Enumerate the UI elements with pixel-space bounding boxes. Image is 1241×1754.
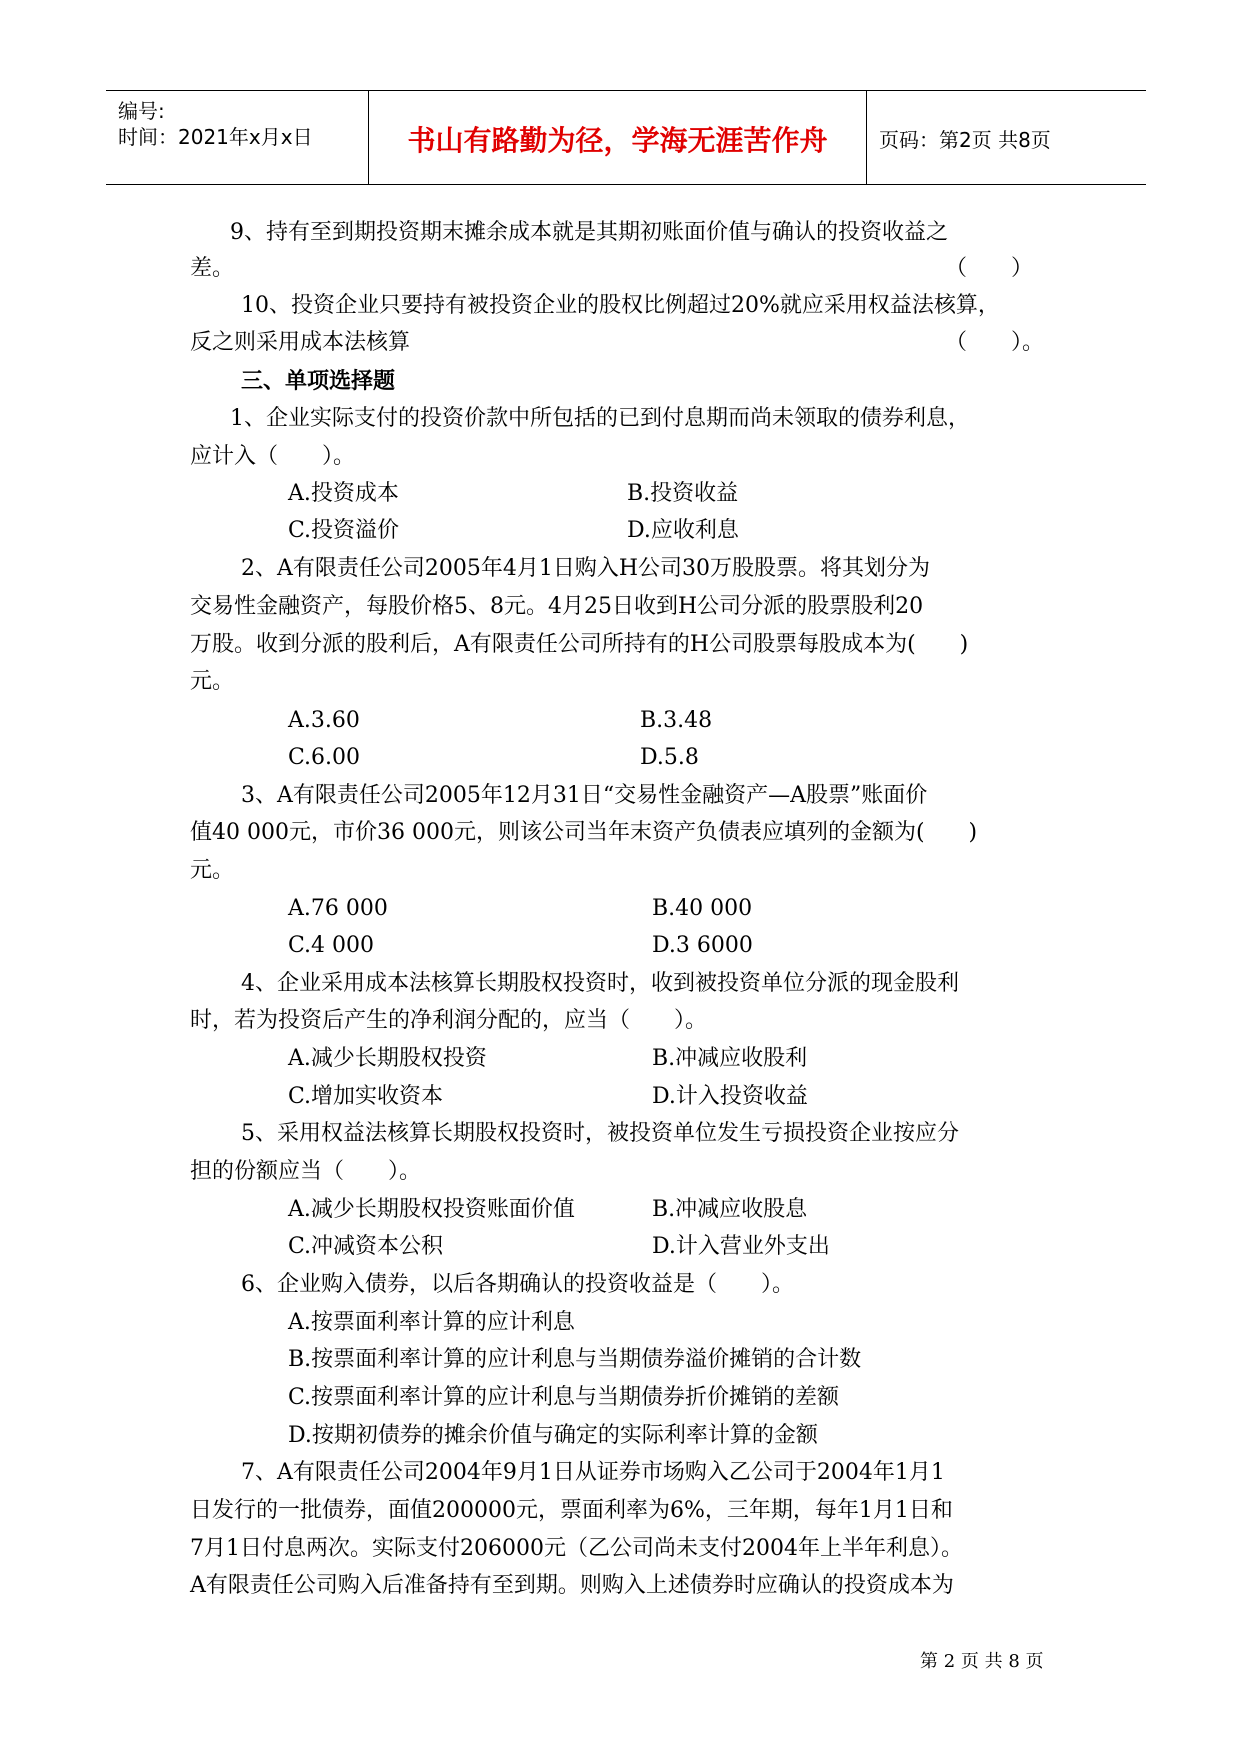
text-line: 3、A有限责任公司2005年12月31日“交易性金融资产—A股票”账面价 <box>241 783 928 808</box>
option: A.减少长期股权投资 <box>288 1046 487 1071</box>
text-line: 反之则采用成本法核算 <box>190 330 411 355</box>
page-indicator: 页码：第2页 共8页 <box>879 128 1051 152</box>
option: D.3 6000 <box>652 933 753 958</box>
text-line: 5、采用权益法核算长期股权投资时，被投资单位发生亏损投资企业按应分 <box>241 1121 959 1146</box>
page-footer: 第 2 页 共 8 页 <box>920 1651 1044 1672</box>
option: C.4 000 <box>288 933 375 958</box>
option: D.计入投资收益 <box>652 1084 808 1109</box>
option: A.减少长期股权投资账面价值 <box>288 1197 575 1222</box>
text-line: 担的份额应当（ ）。 <box>190 1159 422 1184</box>
text-line: 应计入（ ）。 <box>190 444 356 469</box>
option: D.计入营业外支出 <box>652 1234 830 1259</box>
time-label: 时间：2021年x月x日 <box>118 125 313 149</box>
option: D.5.8 <box>640 745 699 770</box>
text-line: 2、A有限责任公司2005年4月1日购入H公司30万股股票。将其划分为 <box>241 556 931 581</box>
answer-blank: （ ）。 <box>945 330 1045 355</box>
option: C.按票面利率计算的应计利息与当期债券折价摊销的差额 <box>288 1385 840 1410</box>
section-heading: 三、单项选择题 <box>241 368 396 394</box>
text-line: 值40 000元，市价36 000元，则该公司当年末资产负债表应填列的金额为( ) <box>190 820 978 845</box>
text-line: 7月1日付息两次。实际支付206000元（乙公司尚未支付2004年上半年利息）。 <box>190 1536 963 1561</box>
option: B.冲减应收股利 <box>652 1046 808 1071</box>
text-line: 时，若为投资后产生的净利润分配的，应当（ ）。 <box>190 1008 708 1033</box>
text-line: 6、企业购入债券，以后各期确认的投资收益是（ ）。 <box>241 1272 794 1297</box>
header-left-cell <box>106 91 369 184</box>
option: C.投资溢价 <box>288 518 400 543</box>
text-line: 万股。收到分派的股利后，A有限责任公司所持有的H公司股票每股成本为( ) <box>190 632 969 657</box>
serial-label: 编号: <box>118 99 165 123</box>
header-right-cell <box>867 91 1146 184</box>
option: B.3.48 <box>640 708 713 733</box>
text-line: A有限责任公司购入后准备持有至到期。则购入上述债券时应确认的投资成本为 <box>190 1573 954 1598</box>
page-header <box>106 90 1146 185</box>
header-center-cell <box>369 91 867 184</box>
option: C.6.00 <box>288 745 361 770</box>
option: C.增加实收资本 <box>288 1084 444 1109</box>
text-line: 日发行的一批债券，面值200000元，票面利率为6%，三年期，每年1月1日和 <box>190 1498 953 1523</box>
text-line: 10、投资企业只要持有被投资企业的股权比例超过20%就应采用权益法核算， <box>241 293 1000 318</box>
option: A.76 000 <box>288 896 388 921</box>
text-line: 元。 <box>190 858 235 883</box>
text-line: 1、企业实际支付的投资价款中所包括的已到付息期而尚未领取的债券利息， <box>230 406 970 431</box>
option: D.按期初债券的摊余价值与确定的实际利率计算的金额 <box>288 1423 818 1448</box>
option: C.冲减资本公积 <box>288 1234 444 1259</box>
option: B.冲减应收股息 <box>652 1197 808 1222</box>
option: B.投资收益 <box>627 481 739 506</box>
answer-blank: （ ） <box>945 256 1034 281</box>
text-line: 交易性金融资产，每股价格5、8元。4月25日收到H公司分派的股票股利20 <box>190 594 924 619</box>
text-line: 9、持有至到期投资期末摊余成本就是其期初账面价值与确认的投资收益之 <box>230 220 948 245</box>
option: A.投资成本 <box>288 481 399 506</box>
option: A.3.60 <box>288 708 360 733</box>
text-line: 差。 <box>190 256 235 281</box>
text-line: 元。 <box>190 669 235 694</box>
option: B.40 000 <box>652 896 753 921</box>
option: D.应收利息 <box>627 518 739 543</box>
option: B.按票面利率计算的应计利息与当期债券溢价摊销的合计数 <box>288 1347 862 1372</box>
text-line: 7、A有限责任公司2004年9月1日从证券市场购入乙公司于2004年1月1 <box>241 1460 945 1485</box>
text-line: 4、企业采用成本法核算长期股权投资时，收到被投资单位分派的现金股利 <box>241 971 959 996</box>
motto: 书山有路勤为径，学海无涯苦作舟 <box>407 124 828 157</box>
option: A.按票面利率计算的应计利息 <box>288 1310 575 1335</box>
